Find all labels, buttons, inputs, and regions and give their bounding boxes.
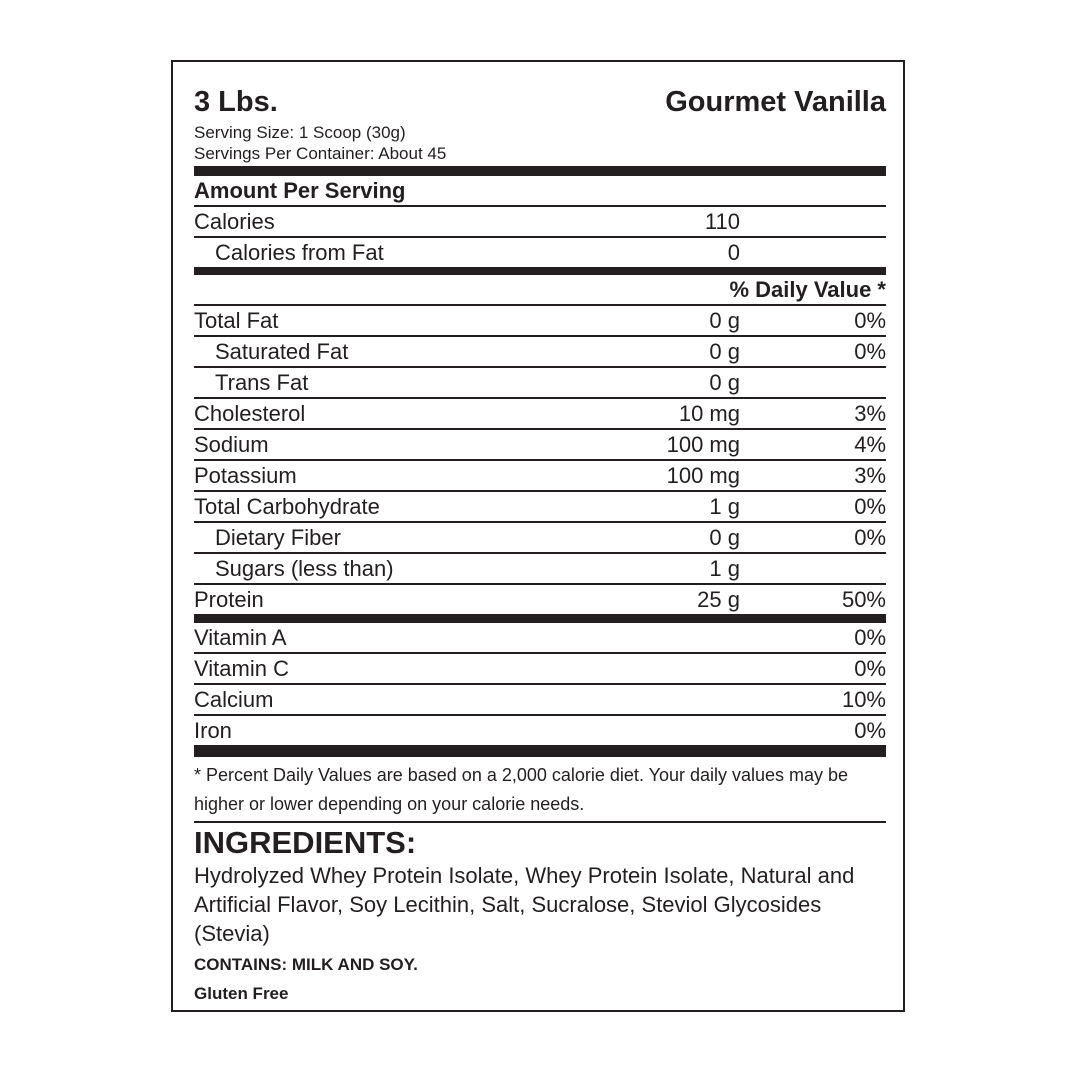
nutrient-name: Sodium xyxy=(194,432,269,457)
calories-value: 110 xyxy=(704,209,740,234)
divider-thick xyxy=(194,614,886,623)
nutrient-daily-value: 50% xyxy=(841,587,886,612)
vitamin-name: Iron xyxy=(194,718,232,743)
nutrient-amount: 0 g xyxy=(709,370,740,395)
vitamin-list xyxy=(194,623,886,745)
label-header xyxy=(194,82,886,122)
nutrient-name: Total Carbohydrate xyxy=(194,494,380,519)
divider-thick xyxy=(194,267,886,275)
nutrient-amount: 0 g xyxy=(709,339,740,364)
nutrient-name: Total Fat xyxy=(194,308,279,333)
calories-label: Calories xyxy=(194,209,275,234)
vitamin-daily-value: 0% xyxy=(854,718,886,743)
vitamin-row xyxy=(194,685,886,716)
package-size: 3 Lbs. xyxy=(194,86,278,118)
nutrient-amount: 0 g xyxy=(709,308,740,333)
calories-from-fat-label: Calories from Fat xyxy=(215,240,384,265)
nutrient-amount: 10 mg xyxy=(678,401,740,426)
nutrient-daily-value: 0% xyxy=(854,525,886,550)
vitamin-daily-value: 0% xyxy=(854,656,886,681)
nutrient-daily-value: 0% xyxy=(854,494,886,519)
vitamin-name: Vitamin C xyxy=(194,656,289,681)
divider-thick xyxy=(194,166,886,176)
nutrient-name: Trans Fat xyxy=(215,370,309,395)
nutrition-label xyxy=(171,60,905,1012)
nutrient-amount: 1 g xyxy=(709,494,740,519)
calories-from-fat-value: 0 xyxy=(727,240,740,265)
nutrient-row xyxy=(194,523,886,554)
divider-thick xyxy=(194,745,886,757)
vitamin-daily-value: 0% xyxy=(854,625,886,650)
ingredients-title: INGREDIENTS: xyxy=(194,825,417,860)
nutrient-amount: 100 mg xyxy=(666,432,740,457)
vitamin-row xyxy=(194,654,886,685)
amount-per-serving: Amount Per Serving xyxy=(194,178,406,203)
amount-per-serving-row xyxy=(194,176,886,207)
nutrient-row xyxy=(194,430,886,461)
flavor-name: Gourmet Vanilla xyxy=(665,86,886,118)
nutrient-daily-value: 0% xyxy=(854,339,886,364)
vitamin-name: Vitamin A xyxy=(194,625,287,650)
nutrient-name: Cholesterol xyxy=(194,401,306,426)
nutrition-label-content xyxy=(194,82,886,1008)
nutrient-daily-value: 0% xyxy=(854,308,886,333)
nutrient-amount: 0 g xyxy=(709,525,740,550)
ingredients-text: Hydrolyzed Whey Protein Isolate, Whey Protein Isolate, Natural and Artificial Flavor, Soy Lecithin, Salt, Sucralose, Steviol Glycosides (Stevia) xyxy=(194,863,855,946)
vitamin-row xyxy=(194,716,886,745)
nutrient-row xyxy=(194,492,886,523)
daily-value-header-text: % Daily Value * xyxy=(729,277,886,302)
nutrient-amount: 100 mg xyxy=(666,463,740,488)
allergen-statement: CONTAINS: MILK AND SOY. xyxy=(194,955,418,974)
nutrient-row xyxy=(194,368,886,399)
nutrient-name: Potassium xyxy=(194,463,297,488)
calories-from-fat-row xyxy=(194,238,886,267)
daily-value-footnote: * Percent Daily Values are based on a 2,000 calorie diet. Your daily values may be higher or lower depending on your calorie needs. xyxy=(194,761,886,823)
nutrient-name: Protein xyxy=(194,587,264,612)
nutrient-name: Saturated Fat xyxy=(215,339,349,364)
nutrient-daily-value: 3% xyxy=(854,463,886,488)
vitamin-row xyxy=(194,623,886,654)
nutrient-row xyxy=(194,585,886,614)
nutrient-amount: 1 g xyxy=(709,556,740,581)
vitamin-name: Calcium xyxy=(194,687,274,712)
nutrient-amount: 25 g xyxy=(697,587,740,612)
daily-value-header xyxy=(194,275,886,306)
nutrient-list xyxy=(194,306,886,614)
calories-row xyxy=(194,207,886,238)
gluten-free-statement: Gluten Free xyxy=(194,984,289,1003)
nutrient-name: Sugars (less than) xyxy=(215,556,394,581)
nutrient-row xyxy=(194,554,886,585)
nutrient-name: Dietary Fiber xyxy=(215,525,341,550)
nutrient-daily-value: 4% xyxy=(854,432,886,457)
nutrient-daily-value: 3% xyxy=(854,401,886,426)
serving-size: Serving Size: 1 Scoop (30g) xyxy=(194,123,406,142)
nutrient-row xyxy=(194,461,886,492)
vitamin-daily-value: 10% xyxy=(841,687,886,712)
nutrient-row xyxy=(194,399,886,430)
servings-per-container: Servings Per Container: About 45 xyxy=(194,144,447,163)
nutrient-row xyxy=(194,306,886,337)
nutrient-row xyxy=(194,337,886,368)
